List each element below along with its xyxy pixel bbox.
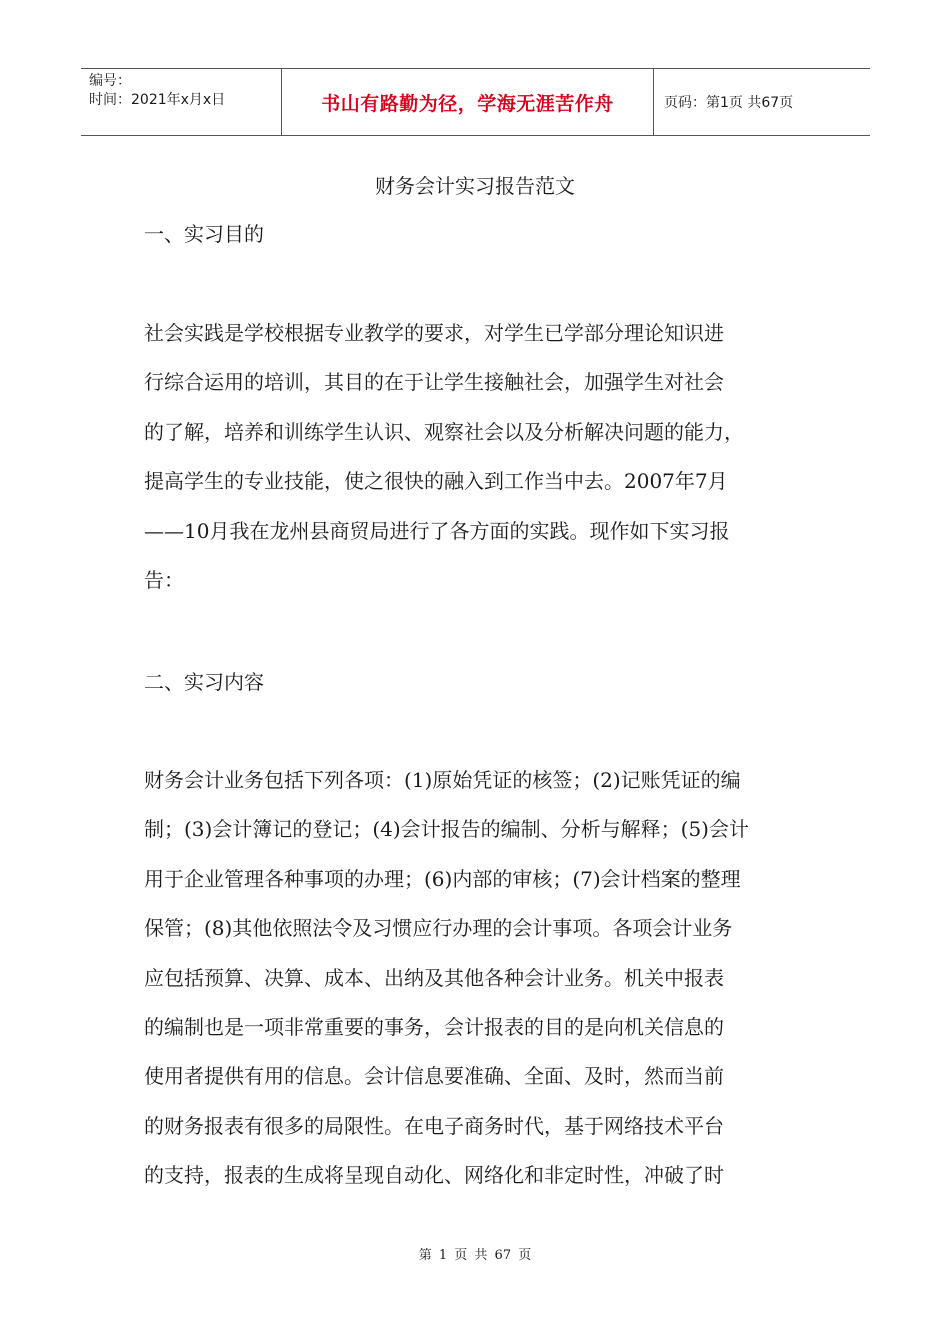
document-title: 财务会计实习报告范文 <box>375 174 575 198</box>
header-motto-cell <box>282 69 654 135</box>
paragraph-line: 制；(3)会计簿记的登记；(4)会计报告的编制、分析与解释；(5)会计 <box>144 817 749 842</box>
paragraph-line: ——10月我在龙州县商贸局进行了各方面的实践。现作如下实习报 <box>144 518 730 543</box>
section-paragraph-content <box>144 756 814 1201</box>
document-header <box>81 68 870 136</box>
paragraph-line: 的财务报表有很多的局限性。在电子商务时代，基于网络技术平台 <box>144 1113 724 1138</box>
paragraph-line: 提高学生的专业技能，使之很快的融入到工作当中去。2007年7月 <box>144 469 728 494</box>
section-heading-content: 二、实习内容 <box>144 670 264 694</box>
paragraph-line: 用于企业管理各种事项的办理；(6)内部的审核；(7)会计档案的整理 <box>144 866 741 891</box>
page-footer: 第 1 页 共 67 页 <box>418 1248 532 1263</box>
paragraph-line: 社会实践是学校根据专业教学的要求，对学生已学部分理论知识进 <box>144 321 724 345</box>
paragraph-line: 行综合运用的培训，其目的在于让学生接触社会，加强学生对社会 <box>144 370 724 395</box>
paragraph-line: 财务会计业务包括下列各项：(1)原始凭证的核签；(2)记账凭证的编 <box>144 768 741 792</box>
header-meta-cell <box>81 69 282 135</box>
header-page-cell <box>654 69 870 135</box>
section-heading-objective: 一、实习目的 <box>144 222 264 246</box>
paragraph-line: 的了解，培养和训练学生认识、观察社会以及分析解决问题的能力， <box>144 419 744 444</box>
header-motto: 书山有路勤为径，学海无涯苦作舟 <box>321 92 614 115</box>
header-time-label: 时间：2021年x月x日 <box>89 92 226 108</box>
paragraph-line: 保管；(8)其他依照法令及习惯应行办理的会计事项。各项会计业务 <box>144 916 733 941</box>
paragraph-line: 使用者提供有用的信息。会计信息要准确、全面、及时，然而当前 <box>144 1064 724 1089</box>
header-page-info: 页码：第1页 共67页 <box>664 95 794 111</box>
section-paragraph-objective <box>144 309 814 605</box>
paragraph-line: 告： <box>144 568 184 593</box>
paragraph-line: 的编制也是一项非常重要的事务，会计报表的目的是向机关信息的 <box>144 1015 724 1040</box>
header-number-label: 编号： <box>89 73 131 89</box>
paragraph-line: 应包括预算、决算、成本、出纳及其他各种会计业务。机关中报表 <box>144 965 724 990</box>
paragraph-line: 的支持，报表的生成将呈现自动化、网络化和非定时性，冲破了时 <box>144 1163 724 1188</box>
